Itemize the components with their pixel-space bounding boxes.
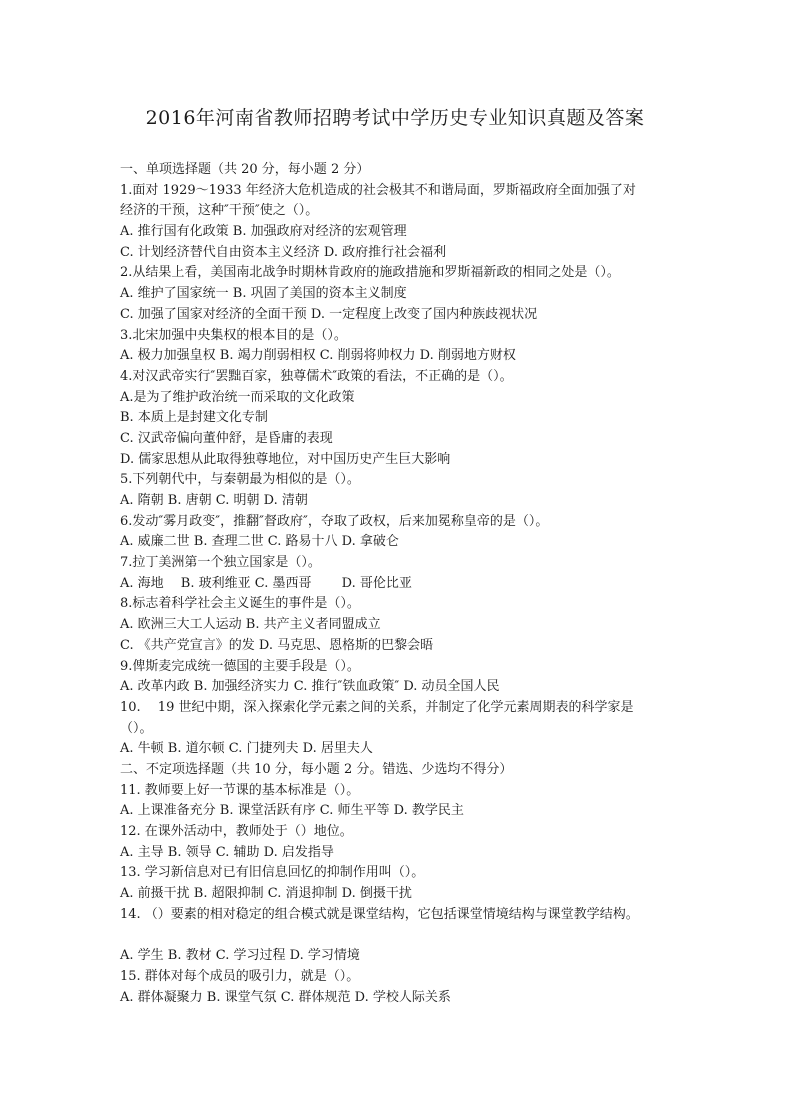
answer-option: C. 加强了国家对经济的全面干预 D. 一定程度上改变了国内种族歧视状况	[120, 306, 538, 322]
question-stem: 12. 在课外活动中，教师处于（）地位。	[120, 824, 353, 839]
answer-option: A. 牛顿 B. 道尔顿 C. 门捷列夫 D. 居里夫人	[120, 741, 373, 757]
answer-option: C. 计划经济替代自由资本主义经济 D. 政府推行社会福利	[120, 244, 447, 260]
answer-option: A. 推行国有化政策 B. 加强政府对经济的宏观管理	[120, 224, 407, 240]
question-stem: 2.从结果上看，美国南北战争时期林肯政府的施政措施和罗斯福新政的相同之处是（）。	[120, 265, 620, 281]
answer-option: C. 《共产党宣言》的发 D. 马克思、恩格斯的巴黎会晤	[120, 637, 434, 653]
section-heading: 一、单项选择题（共 20 分，每小题 2 分）	[120, 162, 370, 177]
question-stem: 4.对汉武帝实行″罢黜百家，独尊儒术″政策的看法，不正确的是（）。	[120, 368, 513, 384]
question-stem: 5.下列朝代中，与秦朝最为相似的是（）。	[120, 472, 360, 488]
question-stem: 1.面对 1929～1933 年经济大危机造成的社会极其不和谐局面，罗斯福政府全面加强了对	[120, 182, 636, 198]
answer-option: A. 上课准备充分 B. 课堂活跃有序 C. 师生平等 D. 教学民主	[120, 803, 464, 819]
question-stem: 7.拉丁美洲第一个独立国家是（）。	[120, 555, 321, 571]
question-stem: 3.北宋加强中央集权的根本目的是（）。	[120, 327, 347, 343]
text-line: （）。	[120, 720, 153, 736]
answer-option: D. 儒家思想从此取得独尊地位，对中国历史产生巨大影响	[120, 451, 451, 467]
question-stem: 8.标志着科学社会主义诞生的事件是（）。	[120, 596, 360, 612]
answer-option: A. 欧洲三大工人运动 B. 共产主义者同盟成立	[120, 617, 381, 633]
question-stem: 6.发动″雾月政变″，推翻″督政府″，夺取了政权，后来加冕称皇帝的是（）。	[120, 513, 549, 529]
answer-option: A. 学生 B. 教材 C. 学习过程 D. 学习情境	[120, 948, 360, 964]
page-title: 2016年河南省教师招聘考试中学历史专业知识真题及答案	[145, 107, 645, 129]
answer-option: A.是为了维护政治统一而采取的文化政策	[120, 389, 355, 405]
question-stem: 15. 群体对每个成员的吸引力，就是（）。	[120, 968, 360, 984]
answer-option: A. 隋朝 B. 唐朝 C. 明朝 D. 清朝	[120, 493, 308, 508]
section-heading: 二、不定项选择题（共 10 分，每小题 2 分。错选、少选均不得分）	[120, 761, 513, 777]
answer-option: A. 维护了国家统一 B. 巩固了美国的资本主义制度	[120, 286, 407, 302]
question-stem: 9.俾斯麦完成统一德国的主要手段是（）。	[120, 658, 360, 674]
question-stem: 11. 教师要上好一节课的基本标准是（）。	[120, 782, 360, 798]
answer-option: A. 群体凝聚力 B. 课堂气氛 C. 群体规范 D. 学校人际关系	[120, 989, 451, 1005]
answer-option: A. 主导 B. 领导 C. 辅助 D. 启发指导	[120, 844, 334, 860]
text-line: 经济的干预，这种″干预″使之（）。	[120, 203, 319, 219]
question-list	[120, 160, 680, 1008]
question-stem: 10. 19 世纪中期，深入探索化学元素之间的关系，并制定了化学元素周期表的科学家是	[120, 699, 634, 715]
question-stem: 13. 学习新信息对已有旧信息回忆的抑制作用叫（）。	[120, 865, 425, 881]
answer-option: C. 汉武帝偏向董仲舒，是昏庸的表现	[120, 430, 333, 446]
answer-option: B. 本质上是封建文化专制	[120, 410, 268, 426]
answer-option: A. 极力加强皇权 B. 竭力削弱相权 C. 削弱将帅权力 D. 削弱地方财权	[120, 348, 516, 364]
answer-option: A. 前摄干扰 B. 超限抑制 C. 消退抑制 D. 倒摄干扰	[120, 886, 412, 902]
answer-option: A. 威廉二世 B. 查理二世 C. 路易十八 D. 拿破仑	[120, 534, 399, 550]
answer-option: A. 改革内政 B. 加强经济实力 C. 推行″铁血政策″ D. 动员全国人民	[120, 679, 500, 695]
question-stem: 14. （）要素的相对稳定的组合模式就是课堂结构，它包括课堂情境结构与课堂教学结构。	[120, 906, 639, 922]
answer-option: A. 海地 B. 玻利维亚 C. 墨西哥 D. 哥伦比亚	[120, 575, 412, 591]
blank-line	[120, 925, 680, 946]
